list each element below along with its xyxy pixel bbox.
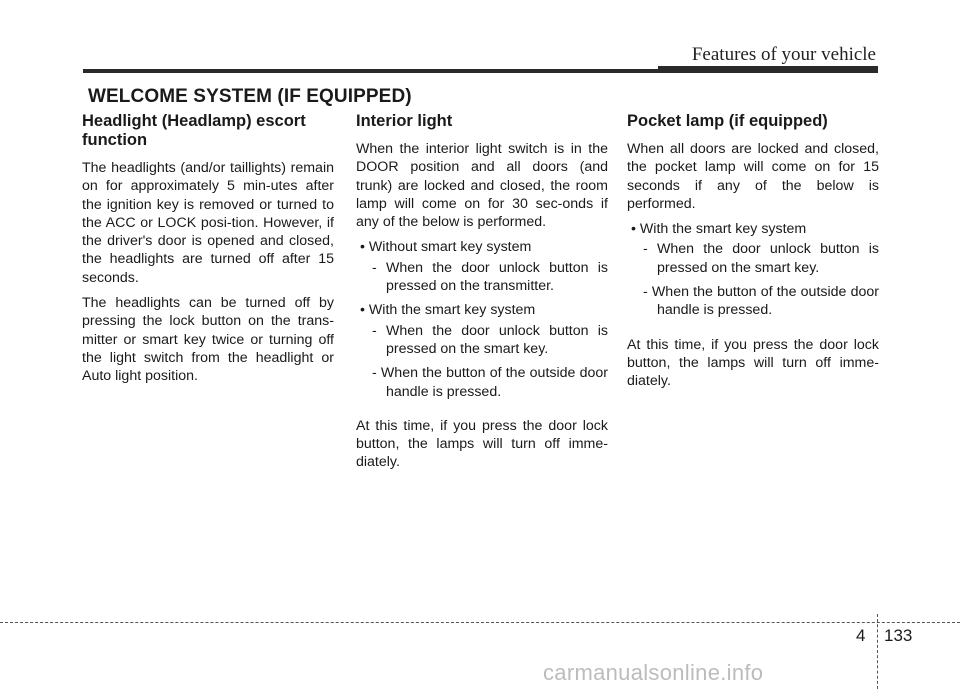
paragraph: At this time, if you press the door lock button, the lamps will turn off imme-diately. <box>627 336 879 390</box>
paragraph: The headlights (and/or taillights) remain on for approximately 5 min-utes after the ignition key is removed or turned to the ACC or LOCK posi-tion. However, if the driver's door is opened and closed, the headlights are turned off after 15 seconds. <box>82 160 334 286</box>
running-header-title: Features of your vehicle <box>691 44 876 65</box>
heading-headlight-escort: Headlight (Headlamp) escort function <box>82 112 306 149</box>
dash-item: - When the door unlock button is pressed on the transmitter. <box>372 259 608 295</box>
bullet-item: • With the smart key system <box>631 221 807 238</box>
dash-item: - When the button of the outside door handle is pressed. <box>643 284 879 319</box>
watermark: carmanualsonline.info <box>543 660 764 685</box>
paragraph: When the interior light switch is in the DOOR position and all doors (and trunk) are locked and closed, the room lamp will come on for 30 sec-onds if any of the below is performed. <box>356 141 608 231</box>
paragraph: When all doors are locked and closed, the pocket lamp will come on for 15 seconds if any of the below is performed. <box>627 141 879 212</box>
bullet-item: • With the smart key system <box>360 302 536 319</box>
paragraph: The headlights can be turned off by pressing the lock button on the trans-mitter or smart key twice or turning off the light switch from the headlight or Auto light position. <box>82 295 334 385</box>
dash-item: - When the button of the outside door handle is pressed. <box>372 365 608 400</box>
footer-rule <box>0 622 960 623</box>
column-interior-light <box>356 112 608 479</box>
heading-pocket-lamp: Pocket lamp (if equipped) <box>627 112 828 130</box>
column-pocket-lamp <box>627 112 879 398</box>
footer-divider <box>877 614 878 689</box>
heading-interior-light: Interior light <box>356 112 453 130</box>
bullet-item: • Without smart key system <box>360 239 532 256</box>
dash-item: - When the door unlock button is pressed on the smart key. <box>643 241 879 276</box>
section-title: WELCOME SYSTEM (IF EQUIPPED) <box>88 86 412 107</box>
dash-item: - When the door unlock button is pressed on the smart key. <box>372 322 608 357</box>
chapter-number: 4 <box>856 626 866 645</box>
header-rule-thick <box>658 66 878 73</box>
page-number: 133 <box>884 626 913 645</box>
column-headlight-escort <box>82 112 334 393</box>
paragraph: At this time, if you press the door lock button, the lamps will turn off imme-diately. <box>356 417 608 471</box>
